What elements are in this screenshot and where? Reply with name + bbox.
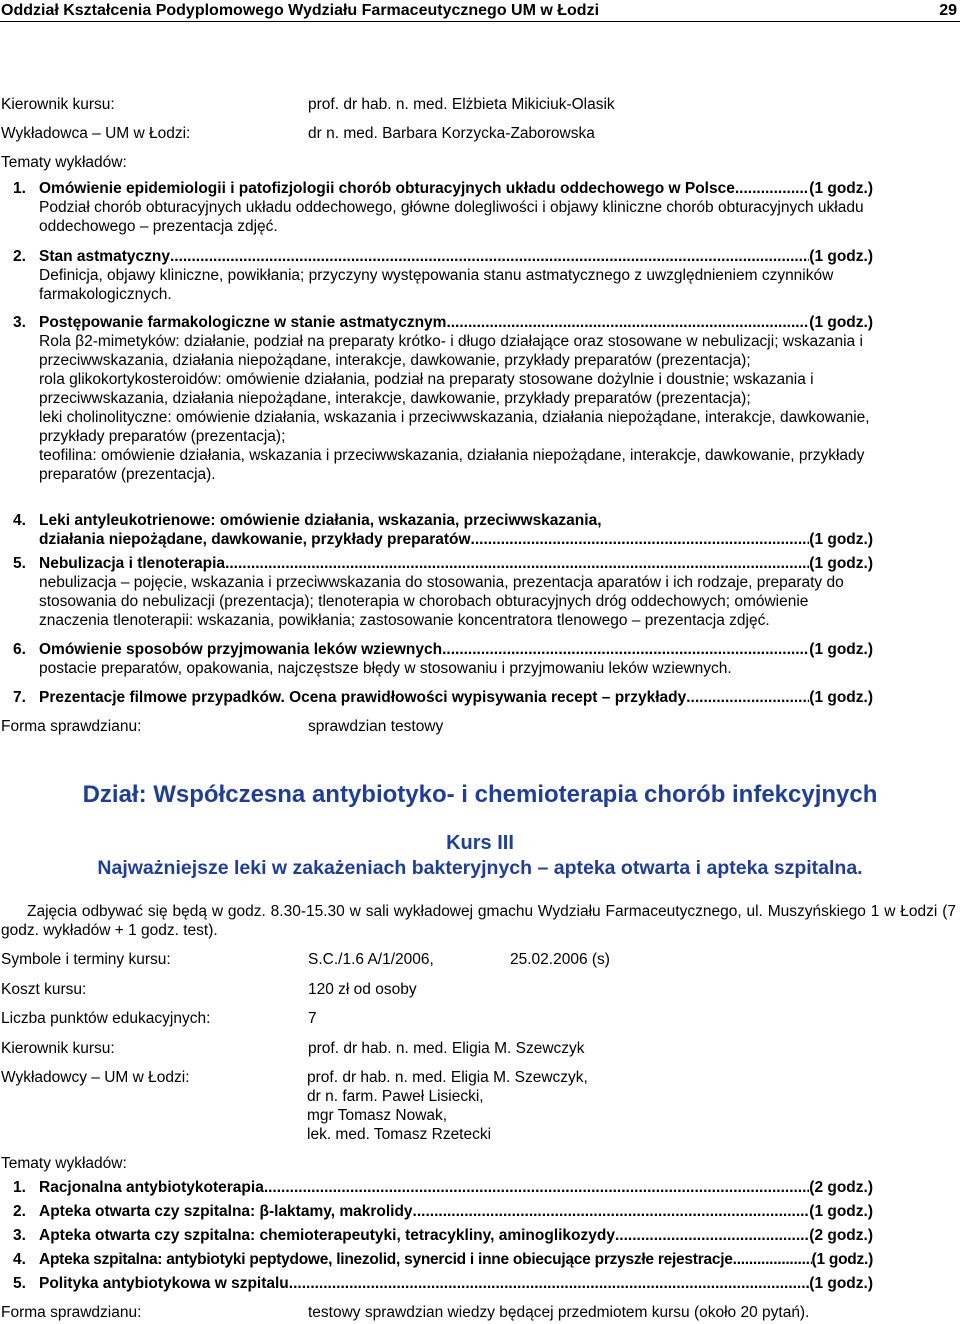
header-title: Oddział Kształcenia Podyplomowego Wydziału Farmaceutycznego UM w Łodzi bbox=[1, 2, 600, 19]
leader-dots bbox=[225, 554, 809, 573]
points-value: 7 bbox=[308, 1010, 317, 1027]
topic-description bbox=[39, 266, 873, 304]
topic-hours: (1 godz.) bbox=[809, 641, 873, 658]
topic-number: 3. bbox=[13, 1227, 26, 1244]
topic-heading bbox=[39, 179, 873, 198]
course1-lecturer-row bbox=[1, 124, 595, 143]
leader-dots bbox=[733, 1250, 812, 1269]
leader-label: Kierownik kursu: bbox=[1, 1040, 115, 1057]
date-value: 25.02.2006 (s) bbox=[510, 951, 610, 968]
description-text: Rola β2-mimetyków: działanie, podział na preparaty krótko- i długo działające oraz stosowane w nebulizacji; wskazania i przeciwwskazania, działania niepożądane, interakcje, dawkowanie, przykłady preparatów (prezentacja); bbox=[39, 333, 863, 369]
topic-title: Polityka antybiotykowa w szpitalu bbox=[39, 1275, 289, 1292]
topic-description bbox=[39, 659, 873, 678]
course3-symbol-row bbox=[1, 950, 610, 969]
topic-number: 2. bbox=[13, 1203, 26, 1220]
topic-number: 2. bbox=[13, 248, 26, 265]
course-subtitle: Najważniejsze leki w zakażeniach bakteryjnych – apteka otwarta i apteka szpitalna. bbox=[97, 857, 863, 879]
course3-topic-2 bbox=[13, 1202, 873, 1221]
exam-value: testowy sprawdzian wiedzy będącej przedmiotem kursu (około 20 pytań). bbox=[308, 1304, 810, 1321]
topic-hours: (1 godz.) bbox=[809, 689, 873, 706]
lecturers-label: Wykładowcy – UM w Łodzi: bbox=[1, 1069, 190, 1086]
topic-heading bbox=[39, 640, 873, 659]
course3-intro: Zajęcia odbywać się będą w godz. 8.30-15.30 w sali wykładowej gmachu Wydziału Farmaceutycznego, ul. Muszyńskiego 1 w Łodzi (7 godz. wykładów + 1 godz. test). bbox=[1, 903, 956, 939]
topic-heading-line1 bbox=[39, 511, 873, 530]
topic-description bbox=[39, 332, 873, 484]
course3-cost-row bbox=[1, 980, 417, 999]
leader-value: prof. dr hab. n. med. Eligia M. Szewczyk bbox=[308, 1040, 585, 1057]
lecturers-list bbox=[307, 1068, 588, 1144]
topic-item-1 bbox=[13, 179, 873, 236]
topic-heading bbox=[39, 1274, 873, 1293]
topic-title: Apteka otwarta czy szpitalna: chemioterapeutyki, tetracykliny, aminoglikozydy bbox=[39, 1227, 615, 1244]
topic-hours: (1 godz.) bbox=[809, 555, 873, 572]
topic-hours: (1 godz.) bbox=[809, 1203, 873, 1220]
topic-hours: (1 godz.) bbox=[809, 531, 873, 548]
topic-item-2 bbox=[13, 247, 873, 304]
course1-exam-row bbox=[1, 717, 444, 736]
topic-heading bbox=[39, 247, 873, 266]
cost-value: 120 zł od osoby bbox=[308, 981, 417, 998]
topic-item-4 bbox=[13, 511, 873, 549]
course3-topic-5 bbox=[13, 1274, 873, 1293]
leader-dots bbox=[686, 688, 809, 707]
topic-description bbox=[39, 573, 873, 630]
lecturer-name: prof. dr hab. n. med. Eligia M. Szewczyk, bbox=[307, 1069, 588, 1086]
topic-heading bbox=[39, 1202, 873, 1221]
course3-topic-3 bbox=[13, 1226, 873, 1245]
topic-title: Omówienie sposobów przyjmowania leków wziewnych bbox=[39, 641, 443, 658]
course3-topic-4 bbox=[13, 1250, 873, 1269]
topic-hours: (1 godz.) bbox=[811, 1251, 873, 1268]
leader-dots bbox=[442, 640, 809, 659]
topic-heading bbox=[39, 554, 873, 573]
topic-number: 4. bbox=[13, 512, 26, 529]
leader-dots bbox=[289, 1274, 810, 1293]
topic-heading bbox=[39, 1226, 873, 1245]
topic-heading bbox=[39, 1250, 873, 1269]
topic-number: 4. bbox=[13, 1251, 26, 1268]
topic-hours: (2 godz.) bbox=[809, 1227, 873, 1244]
description-text: teofilina: omówienie działania, wskazania i przeciwwskazania, działania niepożądane, interakcje, dawkowanie, przykłady preparatów (prezentacja). bbox=[39, 447, 865, 483]
topic-title: Prezentacje filmowe przypadków. Ocena prawidłowości wypisywania recept – przykłady bbox=[39, 689, 687, 706]
description-text: nebulizacja – pojęcie, wskazania i przeciwwskazania do stosowania, prezentacja aparatów i ich rodzaje, preparaty do stosowania do nebulizacji (prezentacja); tlenoterapia w chorobach obturacyjnych dróg oddechowych; omówienie znaczenia tlenoterapii: wskazania, powikłania; zastosowanie koncentratora tlenowego – prezentacja zdjęć. bbox=[39, 574, 844, 629]
exam-label: Forma sprawdzianu: bbox=[1, 1304, 142, 1321]
description-text: postacie preparatów, opakowania, najczęstsze błędy w stosowaniu i przyjmowaniu leków wziewnych. bbox=[39, 660, 732, 677]
topic-number: 5. bbox=[13, 1275, 26, 1292]
topic-number: 5. bbox=[13, 555, 26, 572]
topic-number: 6. bbox=[13, 641, 26, 658]
page-header bbox=[0, 0, 960, 22]
leader-value: prof. dr hab. n. med. Elżbieta Mikiciuk-Olasik bbox=[308, 96, 615, 113]
topic-heading bbox=[39, 530, 873, 549]
topic-hours: (1 godz.) bbox=[809, 1275, 873, 1292]
topic-item-7 bbox=[13, 688, 873, 707]
leader-dots bbox=[170, 247, 809, 266]
page-number: 29 bbox=[939, 2, 957, 19]
description-text: leki cholinolityczne: omówienie działania, wskazania i przeciwwskazania, działania niepożądane, interakcje, dawkowanie, przykłady preparatów (prezentacja); bbox=[39, 409, 870, 445]
topic-item-3 bbox=[13, 313, 873, 484]
description-text: Podział chorób obturacyjnych układu oddechowego, główne dolegliwości i objawy kliniczne chorób obturacyjnych układu oddechowego – prezentacja zdjęć. bbox=[39, 199, 864, 235]
topic-description bbox=[39, 198, 873, 236]
topic-number: 1. bbox=[13, 1179, 26, 1196]
topic-title: Apteka szpitalna: antybiotyki peptydowe, linezolid, synercid i inne obiecujące przyszłe rejestracje bbox=[39, 1251, 733, 1268]
course3-topic-1 bbox=[13, 1178, 873, 1197]
exam-label: Forma sprawdzianu: bbox=[1, 718, 142, 735]
topic-item-5 bbox=[13, 554, 873, 630]
topic-title-line1: Leki antyleukotrienowe: omówienie działania, wskazania, przeciwwskazania, bbox=[39, 512, 602, 529]
topic-title: Postępowanie farmakologiczne w stanie astmatycznym bbox=[39, 314, 447, 331]
topic-title: Stan astmatyczny bbox=[39, 248, 170, 265]
topic-hours: (1 godz.) bbox=[809, 248, 873, 265]
course1-leader-row bbox=[1, 95, 615, 114]
topic-hours: (1 godz.) bbox=[809, 180, 873, 197]
topic-hours: (2 godz.) bbox=[809, 1179, 873, 1196]
topic-number: 1. bbox=[13, 180, 26, 197]
topic-heading bbox=[39, 688, 873, 707]
course3-lecturers-row bbox=[1, 1068, 190, 1087]
leader-dots bbox=[446, 313, 809, 332]
description-text: Definicja, objawy kliniczne, powikłania; przyczyny występowania stanu astmatycznego z uwzględnieniem czynników farmakologicznych. bbox=[39, 267, 834, 303]
leader-dots bbox=[264, 1178, 809, 1197]
course-label: Kurs III bbox=[446, 832, 514, 854]
topic-title: Racjonalna antybiotykoterapia bbox=[39, 1179, 264, 1196]
leader-dots bbox=[735, 179, 809, 198]
symbol-label: Symbole i terminy kursu: bbox=[1, 951, 171, 968]
description-text: rola glikokortykosteroidów: omówienie działania, podział na preparaty stosowane dożylnie i doustnie; wskazania i przeciwwskazania, działania niepożądane, interakcje, dawkowanie, przykłady preparatów (prezentacja); bbox=[39, 371, 814, 407]
topics-label: Tematy wykładów: bbox=[1, 1155, 127, 1172]
topic-title: Apteka otwarta czy szpitalna: β-laktamy, makrolidy bbox=[39, 1203, 413, 1220]
lecturer-name: mgr Tomasz Nowak, bbox=[307, 1107, 448, 1124]
topic-number: 7. bbox=[13, 689, 26, 706]
lecturer-name: dr n. farm. Paweł Lisiecki, bbox=[307, 1088, 484, 1105]
topic-title: działania niepożądane, dawkowanie, przykłady preparatów bbox=[39, 531, 471, 548]
topic-title: Nebulizacja i tlenoterapia bbox=[39, 555, 226, 572]
topic-hours: (1 godz.) bbox=[809, 314, 873, 331]
course3-points-row bbox=[1, 1009, 317, 1028]
leader-dots bbox=[413, 1202, 810, 1221]
leader-dots bbox=[471, 530, 810, 549]
lecturer-value: dr n. med. Barbara Korzycka-Zaborowska bbox=[308, 125, 595, 142]
leader-dots bbox=[615, 1226, 809, 1245]
lecturer-name: lek. med. Tomasz Rzetecki bbox=[307, 1126, 492, 1143]
topic-number: 3. bbox=[13, 314, 26, 331]
points-label: Liczba punktów edukacyjnych: bbox=[1, 1010, 211, 1027]
lecturer-label: Wykładowca – UM w Łodzi: bbox=[1, 125, 191, 142]
course3-leader-row bbox=[1, 1039, 585, 1058]
cost-label: Koszt kursu: bbox=[1, 981, 87, 998]
symbol-value: S.C./1.6 A/1/2006, bbox=[308, 951, 434, 968]
topic-heading bbox=[39, 1178, 873, 1197]
topic-heading bbox=[39, 313, 873, 332]
topic-item-6 bbox=[13, 640, 873, 678]
topics-label: Tematy wykładów: bbox=[1, 154, 127, 171]
leader-label: Kierownik kursu: bbox=[1, 96, 115, 113]
topic-title: Omówienie epidemiologii i patofizjologii chorób obturacyjnych układu oddechowego w Polsce bbox=[39, 180, 735, 197]
exam-value: sprawdzian testowy bbox=[308, 718, 444, 735]
section-title: Dział: Współczesna antybiotyko- i chemioterapia chorób infekcyjnych bbox=[82, 781, 878, 808]
course3-exam-row bbox=[1, 1303, 810, 1322]
